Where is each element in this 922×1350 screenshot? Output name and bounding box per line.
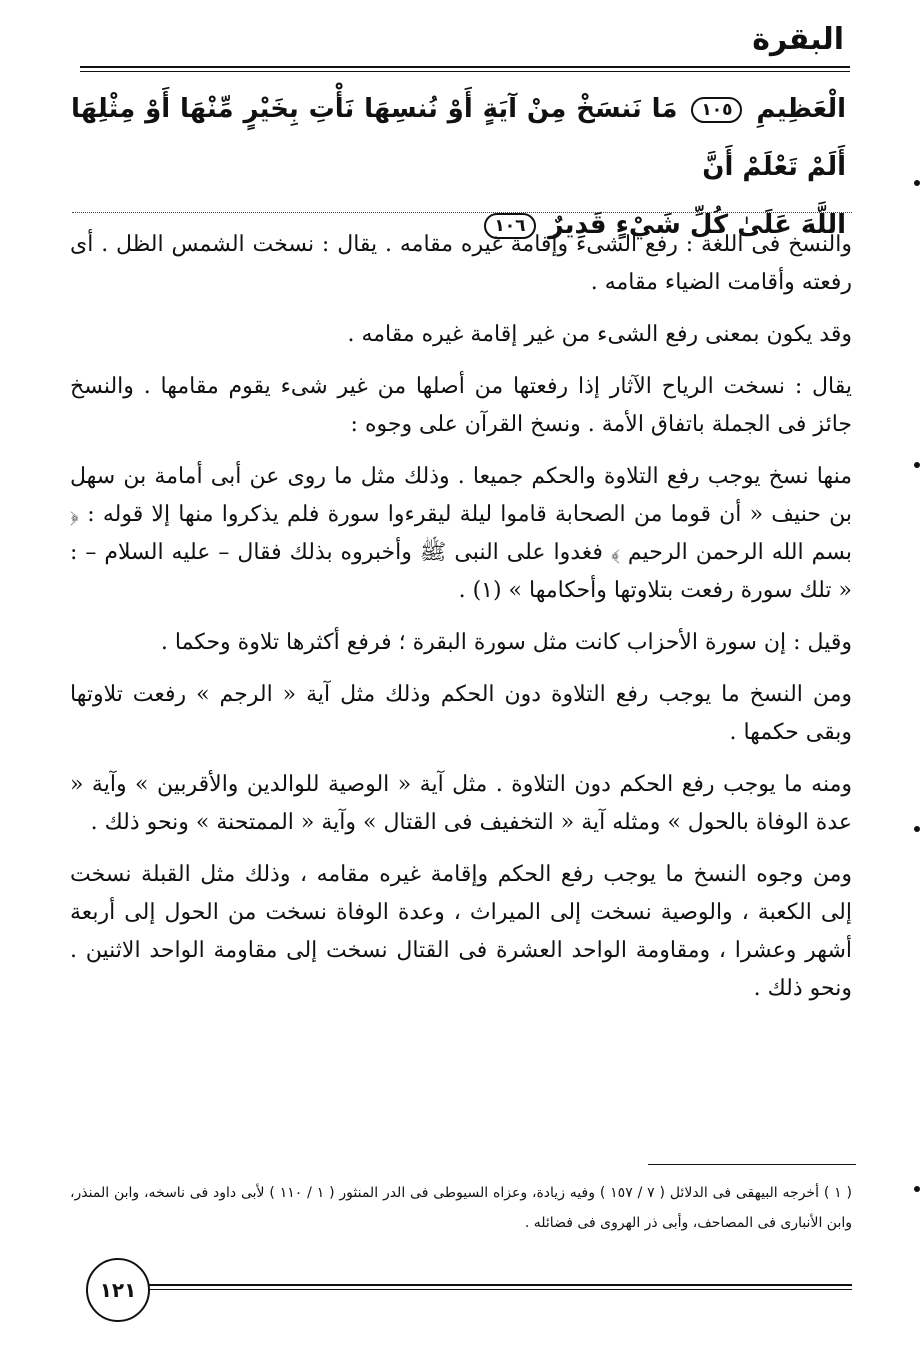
footnote: ( ١ ) أخرجه البيهقى فى الدلائل ( ٧ / ١٥٧ ) وفيه زيادة، وعزاه السيوطى فى الدر المنثور ( ١ / ١١٠ ) لأبى داود فى ناسخه، وابن المنذر، وابن الأنبارى فى المصاحف، وأبى ذر الهروى فى فضائله . [70,1185,852,1231]
commentary-paragraph: يقال : نسخت الرياح الآثار إذا رفعتها من أصلها من غير شىء يقوم مقامها . والنسخ جائز فى الجملة باتفاق الأمة . ونسخ القرآن على وجوه : [70,374,852,437]
commentary-body [70,226,852,1022]
margin-mark [914,826,920,832]
verse-text: الْعَظِيمِ [756,94,846,124]
ayah-number-marker: ١٠٥ [691,97,742,123]
margin-mark [914,180,920,186]
page-number: ١٢١ [86,1258,150,1322]
surah-title: البقرة [752,22,844,57]
ayah-number-marker: ١٠٦ [484,213,535,239]
commentary-paragraph: منها نسخ يوجب رفع التلاوة والحكم جميعا . وذلك مثل ما روى عن أبى أمامة بن سهل بن حنيف « أن قوما من الصحابة قاموا ليلة ليقرءوا سورة فلم يذكروا منها إلا قوله : ﴿ بسم الله الرحمن الرحيم ﴾ فغدوا على النبى ﷺ وأخبروه بذلك فقال – عليه السلام – : « تلك سورة رفعت بتلاوتها وأحكامها » (١) . [70,464,852,603]
verse-line-1 [71,80,846,196]
verse-text: مَا نَنسَخْ مِنْ آيَةٍ أَوْ نُنسِهَا نَأْتِ بِخَيْرٍ مِّنْهَا أَوْ مِثْلِهَا أَلَمْ تَعْلَمْ أَنَّ [71,94,846,182]
commentary-paragraph: وقيل : إن سورة الأحزاب كانت مثل سورة البقرة ؛ فرفع أكثرها تلاوة وحكما . [160,630,852,655]
commentary-paragraph: ومن وجوه النسخ ما يوجب رفع الحكم وإقامة غيره مقامه ، وذلك مثل القبلة نسخت إلى الكعبة ، والوصية نسخت إلى الميراث ، وعدة الوفاة نسخت من الحول إلى أربعة أشهر وعشرا ، ومقاومة الواحد العشرة فى القتال نسخت إلى مقاومة الواحد الاثنين . ونحو ذلك . [70,862,852,1001]
footnote-rule [648,1164,856,1165]
margin-mark [914,462,920,468]
footer-rule [140,1284,852,1290]
commentary-paragraph: ومنه ما يوجب رفع الحكم دون التلاوة . مثل آية « الوصية للوالدين والأقربين » وآية « عدة الوفاة بالحول » ومثله آية « التخفيف فى القتال » وآية « الممتحنة » ونحو ذلك . [70,772,852,835]
commentary-paragraph: والنسخ فى اللغة : رفع الشىء وإقامة غيره مقامه . يقال : نسخت الشمس الظل . أى رفعته وأقامت الضياء مقامه . [70,232,852,295]
verse-separator [72,212,852,213]
commentary-paragraph: وقد يكون بمعنى رفع الشىء من غير إقامة غيره مقامه . [347,322,852,347]
header-rule [80,66,850,72]
margin-mark [914,1186,920,1192]
verse-text: اللَّهَ عَلَىٰ كُلِّ شَيْءٍ قَدِيرٌ [548,210,846,240]
commentary-paragraph: ومن النسخ ما يوجب رفع التلاوة دون الحكم وذلك مثل آية « الرجم » رفعت تلاوتها وبقى حكمها . [70,682,852,745]
page-header [752,22,844,57]
